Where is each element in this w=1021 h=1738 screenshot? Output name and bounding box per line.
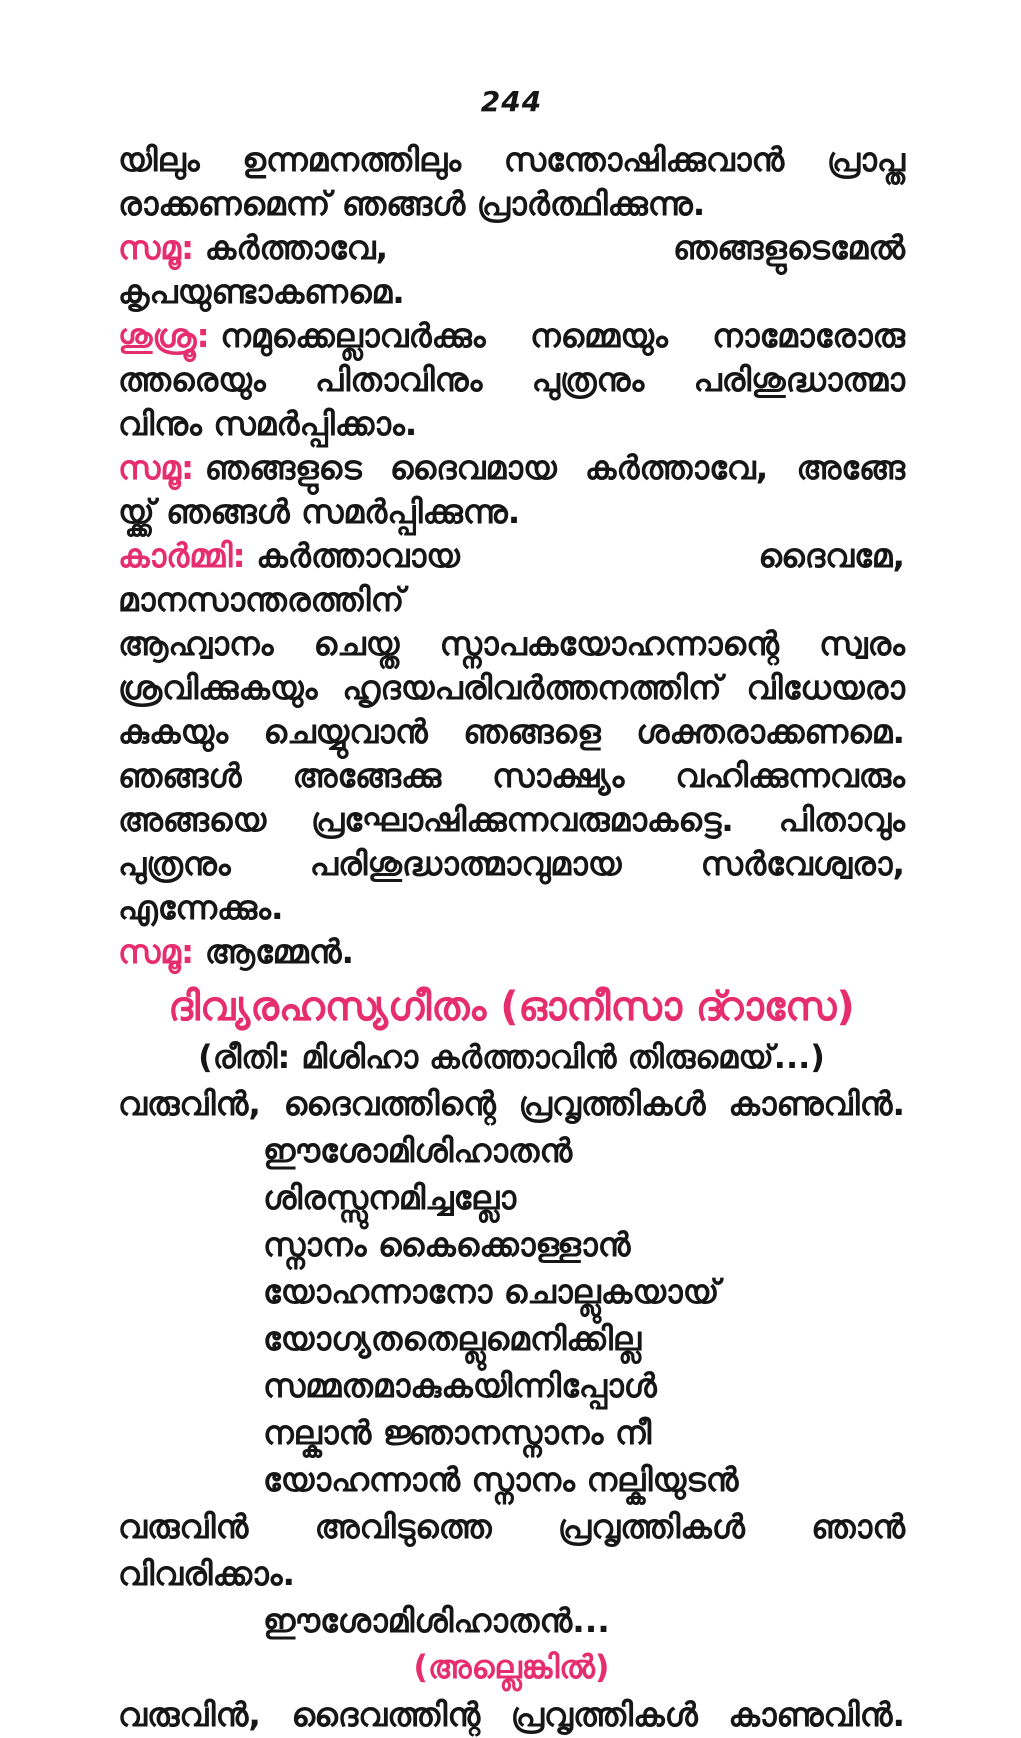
- prayer-line-text: കർത്താവേ, ഞങ്ങളുടെമേൽ കൃപയുണ്ടാകണമെ.: [118, 228, 905, 311]
- prayer-line: [118, 842, 905, 930]
- prayer-line-text: നമുക്കെല്ലാവർക്കും നമ്മെയും നാമോരോരു: [220, 316, 905, 355]
- prayer-line-text: വിനും സമർപ്പിക്കാം.: [118, 404, 418, 443]
- prayer-line: [118, 402, 905, 446]
- prayer-line: [118, 710, 905, 754]
- hymn-line: വരുവിൻ അവിടുത്തെ പ്രവൃത്തികൾ ഞാൻ വിവരിക്കാം.: [118, 1507, 905, 1593]
- speaker-label: സമൂ:: [118, 448, 195, 487]
- prayer-line-text: യ്ക്ക് ഞങ്ങൾ സമർപ്പിക്കുന്നു.: [118, 492, 521, 531]
- prayer-line-text: കുകയും ചെയ്യുവാൻ ഞങ്ങളെ ശക്തരാക്കണമെ.: [118, 712, 905, 751]
- prayer-line: [118, 226, 905, 314]
- hymn-line: നല്കാൻ ജ്ഞാനസ്നാനം നീ: [263, 1413, 652, 1452]
- prayer-line: [118, 666, 905, 710]
- prayer-line-text: ത്തരെയും പിതാവിനും പുത്രനും പരിശുദ്ധാത്മാ: [118, 360, 905, 399]
- prayer-line: [118, 930, 905, 974]
- hymn-section: [118, 980, 905, 1738]
- prayer-line-text: ആമ്മേൻ.: [204, 932, 355, 971]
- prayer-section: [118, 138, 905, 974]
- speaker-label: സമൂ:: [118, 932, 195, 971]
- hymn-line: യോഹന്നാനോ ചൊല്ലുകയായ്: [263, 1272, 720, 1311]
- prayer-line: [118, 182, 905, 226]
- prayer-line-text: യിലും ഉന്നമനത്തിലും സന്തോഷിക്കുവാൻ പ്രാപ്ത: [118, 140, 905, 179]
- prayer-line: [118, 534, 905, 622]
- tune-note: (രീതി: മിശിഹാ കർത്താവിൻ തിരുമെയ്...): [198, 1038, 825, 1076]
- prayer-line: [118, 138, 905, 182]
- hymn-line: സമ്മതമാകുകയിന്നിപ്പോൾ: [263, 1366, 657, 1405]
- hymn-line: ഈശോമിശിഹാതൻ...: [263, 1601, 610, 1640]
- hymn-line-alternative: വരുവിൻ, ദൈവത്തിന്റ പ്രവൃത്തികൾ കാണുവിൻ.: [118, 1695, 905, 1734]
- prayer-line-text: രാക്കണമെന്ന് ഞങ്ങൾ പ്രാർത്ഥിക്കുന്നു.: [118, 184, 706, 223]
- page-number: 244: [480, 85, 543, 118]
- prayer-line: [118, 798, 905, 842]
- prayer-line-text: കർത്താവായ ദൈവമേ, മാനസാന്തരത്തിന്: [118, 536, 905, 619]
- prayer-line-text: ഞങ്ങളുടെ ദൈവമായ കർത്താവേ, അങ്ങേ: [204, 448, 905, 487]
- hymn-line: വരുവിൻ, ദൈവത്തിന്റെ പ്രവൃത്തികൾ കാണുവിൻ.: [118, 1084, 905, 1123]
- prayer-line: [118, 622, 905, 666]
- speaker-label: സമൂ:: [118, 228, 195, 267]
- prayer-line-text: ശ്രവിക്കുകയും ഹൃദയപരിവർത്തനത്തിന് വിധേയരാ: [118, 668, 905, 707]
- prayer-line-text: ആഹ്വാനം ചെയ്ത സ്നാപകയോഹന്നാന്റെ സ്വരം: [118, 624, 905, 663]
- speaker-label: കാർമ്മി:: [118, 536, 246, 575]
- prayer-line: [118, 446, 905, 490]
- prayer-line-text: പുത്രനും പരിശുദ്ധാത്മാവുമായ സർവേശ്വരാ, എന്നേക്കും.: [118, 844, 905, 927]
- speaker-label: ശുശ്രൂ:: [118, 316, 210, 355]
- prayer-line: [118, 490, 905, 534]
- prayer-line-text: അങ്ങയെ പ്രഘോഷിക്കുന്നവരുമാകട്ടെ. പിതാവും: [118, 800, 905, 839]
- hymn-title: ദിവ്യരഹസ്യഗീതം (ഓനീസാ ദ്റാസേ): [168, 984, 855, 1030]
- hymn-line: യോഹന്നാൻ സ്നാനം നല്കിയുടൻ: [263, 1460, 739, 1499]
- hymn-line: ഈശോമിശിഹാതൻ: [263, 1131, 573, 1170]
- prayer-line: [118, 314, 905, 358]
- hymn-line: ശിരസ്സുനമിച്ചല്ലോ: [263, 1178, 517, 1217]
- alternative-label: (അല്ലെങ്കിൽ): [413, 1648, 610, 1686]
- hymn-line: യോഗ്യതതെല്ലുമെനിക്കില്ല: [263, 1319, 642, 1358]
- prayer-line: [118, 358, 905, 402]
- hymn-line: സ്നാനം കൈക്കൊള്ളാൻ: [263, 1225, 631, 1264]
- prayer-line-text: ഞങ്ങൾ അങ്ങേക്കു സാക്ഷ്യം വഹിക്കുന്നവരും: [118, 756, 905, 795]
- prayer-line: [118, 754, 905, 798]
